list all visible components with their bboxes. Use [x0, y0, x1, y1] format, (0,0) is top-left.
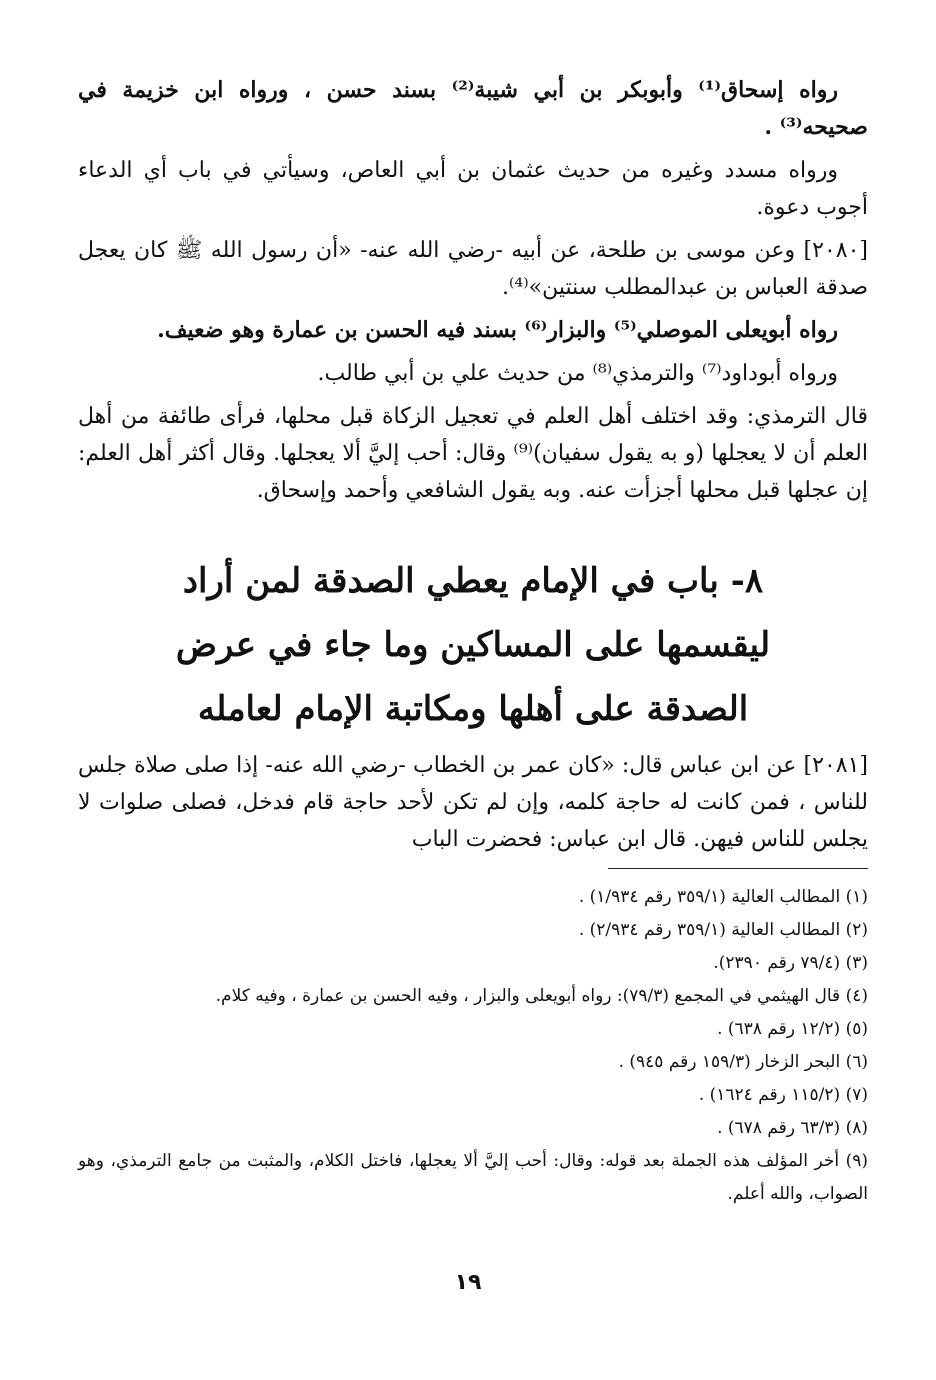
footnote-1: (١) المطالب العالية (٣٥٩/١ رقم ١/٩٣٤) .	[578, 887, 868, 907]
footnote-3: (٣) (٧٩/٤ رقم ٢٣٩٠).	[713, 953, 868, 973]
paragraph-narration-abu-yala: رواه أبويعلى الموصلي⁽⁵⁾ والبزار⁽⁶⁾ بسند فيه الحسن بن عمارة وهو ضعيف.	[157, 317, 838, 343]
footnote-7: (٧) (١١٥/٢ رقم ١٦٢٤) .	[698, 1085, 868, 1105]
footnote-9: (٩) أخر المؤلف هذه الجملة بعد قوله: وقال: أحب إليَّ ألا يعجلها، فاختل الكلام، والمثبت من جامع الترمذي، وهو الصواب، والله أعلم.	[78, 1151, 868, 1204]
hadith-2081: [٢٠٨١] عن ابن عباس قال: «كان عمر بن الخطاب -رضي الله عنه- إذا صلى صلاة جلس للناس ، فمن كانت له حاجة كلمه، وإن لم تكن لأحد حاجة قام فدخل، فصلى صلوات لا يجلس للناس فيهن. قال ابن عباس: فحضرت الباب	[78, 753, 868, 852]
footnote-2: (٢) المطالب العالية (٣٥٩/١ رقم ٢/٩٣٤) .	[578, 920, 868, 940]
hadith-2080: [٢٠٨٠] وعن موسى بن طلحة، عن أبيه -رضي الله عنه- «أن رسول الله ﷺ كان يعجل صدقة العباس بن عبدالمطلب سنتين»⁽⁴⁾.	[78, 238, 868, 300]
footnotes-list	[78, 881, 868, 1211]
footnote-divider	[608, 868, 868, 869]
footnote-8: (٨) (٦٣/٣ رقم ٦٧٨) .	[717, 1118, 868, 1138]
chapter-heading-line-1: ٨- باب في الإمام يعطي الصدقة لمن أراد	[182, 561, 764, 601]
paragraph-narration-musaddad: ورواه مسدد وغيره من حديث عثمان بن أبي العاص، وسيأتي في باب أي الدعاء أجوب دعوة.	[78, 158, 868, 220]
footnote-4: (٤) قال الهيثمي في المجمع (٧٩/٣): رواه أبويعلى والبزار ، وفيه الحسن بن عمارة ، وفيه كلام.	[215, 986, 868, 1006]
paragraph-narration-abu-dawud: ورواه أبوداود⁽⁷⁾ والترمذي⁽⁸⁾ من حديث علي بن أبي طالب.	[317, 361, 838, 386]
page-body	[78, 72, 868, 1211]
chapter-heading-line-2: ليقسمها على المساكين وما جاء في عرض	[175, 625, 771, 665]
footnote-5: (٥) (١٢/٢ رقم ٦٣٨) .	[717, 1019, 868, 1039]
footnote-6: (٦) البحر الزخار (١٥٩/٣ رقم ٩٤٥) .	[618, 1052, 868, 1072]
chapter-heading	[78, 549, 868, 741]
paragraph-narration-ishaq: رواه إسحاق⁽¹⁾ وأبوبكر بن أبي شيبة⁽²⁾ بسند حسن ، ورواه ابن خزيمة في صحيحه⁽³⁾ .	[78, 77, 868, 140]
chapter-heading-line-3: الصدقة على أهلها ومكاتبة الإمام لعامله	[197, 689, 749, 729]
page-number: ١٩	[454, 1270, 482, 1295]
paragraph-tirmidhi-comment: قال الترمذي: وقد اختلف أهل العلم في تعجيل الزكاة قبل محلها، فرأى طائفة من أهل العلم أن لا يعجلها (و به يقول سفيان)⁽⁹⁾ وقال: أحب إليَّ ألا يعجلها. وقال أكثر أهل العلم: إن عجلها قبل محلها أجزأت عنه. وبه يقول الشافعي وأحمد وإسحاق.	[78, 404, 868, 503]
